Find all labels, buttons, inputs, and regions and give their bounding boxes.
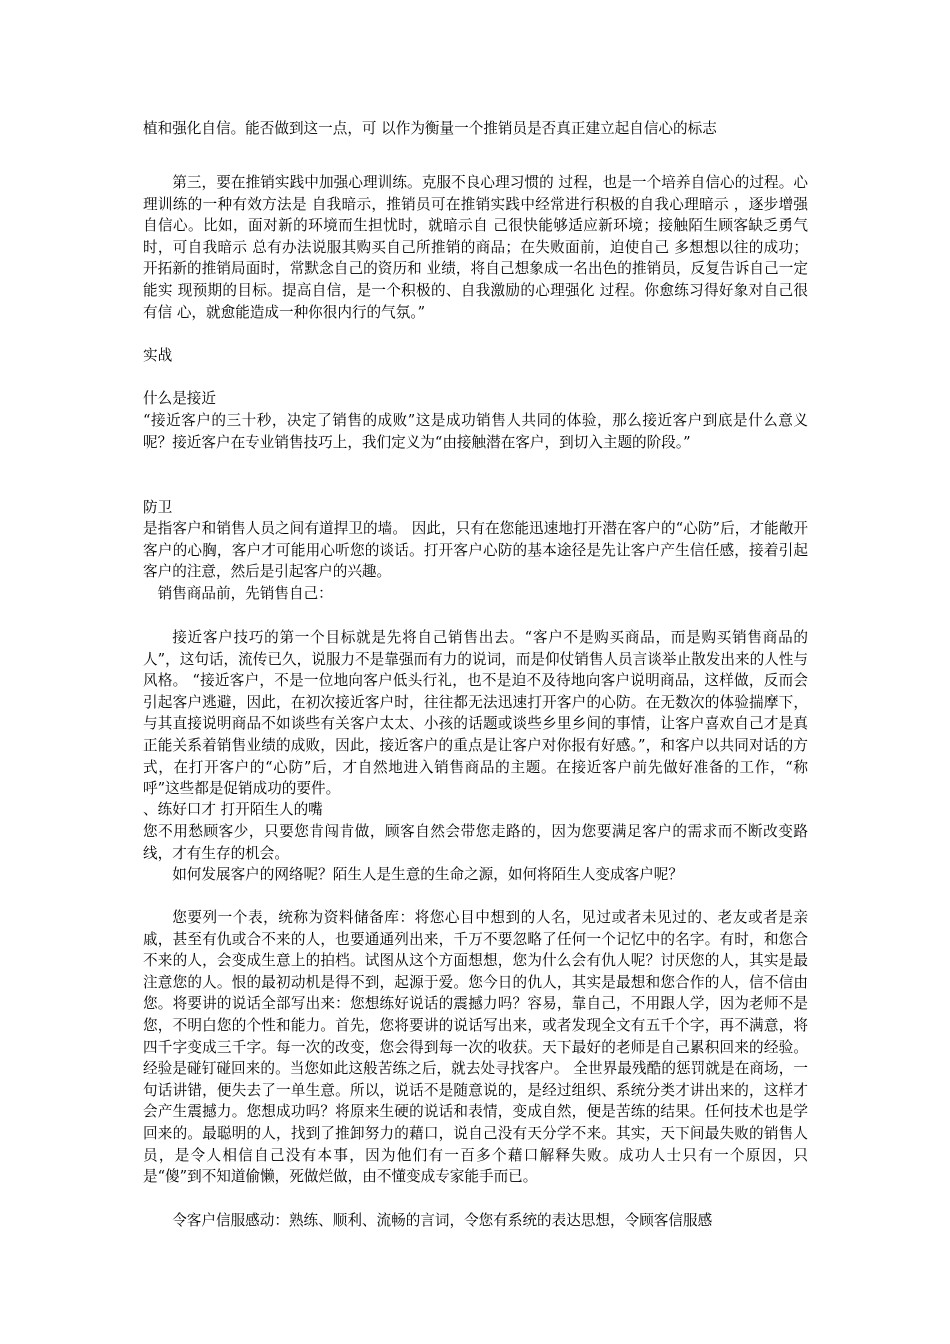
- heading-sell-yourself: 销售商品前，先销售自己：: [157, 585, 333, 602]
- heading-defense: 防卫: [143, 499, 173, 516]
- paragraph-5: 接近客户技巧的第一个目标就是先将自己销售出去。“客户不是购买商品，而是购买销售商品的人”，这句话，流传已久，说服力不是靠强而有力的说词，而是仰仗销售人员言谈举止散发出来的人性与风格。 “接近客户，不是一位地向客户低头行礼，也不是迫不及待地向客户说明商品，这样做，反而会引起客户逃避，因此，在初次接近客户时，往往都无法迅速打开客户的心防。在无数次的体验揣摩下，与其直接说明商品不如谈些有关客户太太、小孩的话题或谈些乡里乡间的事情，让客户喜欢自己才是真正能关系着销售业绩的成败，因此，接近客户的重点是让客户对你报有好感。”，和客户以共同对话的方式，在打开客户的“心防”后，才自然地进入销售商品的主题。在接近客户前先做好准备的工作，“称呼”这些都是促销成功的要件。: [143, 629, 808, 798]
- paragraph-8: 您要列一个表，统称为资料储备库：将您心目中想到的人名，见过或者未见过的、老友或者是亲戚，甚至有仇或合不来的人，也要通通列出来，千万不要忽略了任何一个记忆中的名字。有时，和您合不来的人，会变成生意上的拍档。试图从这个方面想想，您为什么会有仇人呢？讨厌您的人，其实是最注意您的人。恨的最初动机是得不到，起源于爱。您今日的仇人，其实是最想和您合作的人，信不信由您。将要讲的说话全部写出来：您想练好说话的震撼力吗？容易，靠自己，不用跟人学，因为老师不是您，不明白您的个性和能力。首先，您将要讲的说话写出来，或者发现全文有五千个字，再不满意，将四千字变成三千字。每一次的改变，您会得到每一次的收获。天下最好的老师是自己累积回来的经验。经验是碰钉碰回来的。当您如此这般苦练之后，就去处寻找客户。 全世界最残酷的惩罚就是在商场，一句话讲错，便失去了一单生意。所以，说话不是随意说的，是经过组织、系统分类才讲出来的，这样才会产生震撼力。您想成功吗？将原来生硬的说话和表情，变成自然，便是苦练的结果。任何技术也是学回来的。最聪明的人，找到了推卸努力的藉口，说自己没有天分学不来。其实，天下间最失败的销售人员，是令人相信自己没有本事，因为他们有一百多个藉口解释失败。成功人士只有一个原因，只是“傻”到不知道偷懒，死做烂做，由不懂变成专家能手而已。: [143, 909, 808, 1186]
- heading-shizhan: 实战: [143, 347, 173, 364]
- paragraph-1: 植和强化自信。能否做到这一点，可 以作为衡量一个推销员是否真正建立起自信心的标志: [143, 120, 717, 137]
- paragraph-4: 是指客户和销售人员之间有道捍卫的墙。 因此，只有在您能迅速地打开潜在客户的“心防”后，才能敞开客户的心胸，客户才可能用心听您的谈话。打开客户心防的基本途径是先让客户产生信任感，接着引起客户的注意，然后是引起客户的兴趣。: [143, 520, 808, 581]
- heading-eloquence: 、练好口才 打开陌生人的嘴: [143, 801, 323, 818]
- paragraph-2: 第三，要在推销实践中加强心理训练。克服不良心理习惯的 过程，也是一个培养自信心的过程。心理训练的一种有效方法是 自我暗示，推销员可在推销实践中经常进行积极的自我心理暗示 ，逐步增强自信心。比如，面对新的环境而生担忧时，就暗示自 己很快能够适应新环境；接触陌生顾客缺乏勇气时，可自我暗示 总有办法说服其购买自己所推销的商品；在失败面前，迫使自己 多想想以往的成功；开拓新的推销局面时，常默念自己的资历和 业绩，将自己想象成一名出色的推销员，反复告诉自己一定能实 现预期的目标。提高自信，是一个积极的、自我激励的心理强化 过程。你愈练习得好象对自己很有信 心，就愈能造成一种你很内行的气氛。”: [143, 174, 808, 321]
- paragraph-6: 您不用愁顾客少，只要您肯闯肯做，顾客自然会带您走路的，因为您要满足客户的需求而不断改变路线，才有生存的机会。: [143, 823, 808, 862]
- paragraph-9: 令客户信服感动：熟练、顺利、流畅的言词，令您有系统的表达思想，令顾客信服感: [172, 1212, 713, 1229]
- heading-what-is-approach: 什么是接近: [143, 390, 216, 407]
- paragraph-3: “接近客户的三十秒，决定了销售的成败”这是成功销售人共同的体验，那么接近客户到底是什么意义呢？接近客户在专业销售技巧上，我们定义为“由接触潜在客户，到切入主题的阶段。”: [143, 412, 808, 451]
- paragraph-7: 如何发展客户的网络呢？陌生人是生意的生命之源，如何将陌生人变成客户呢？: [172, 866, 683, 883]
